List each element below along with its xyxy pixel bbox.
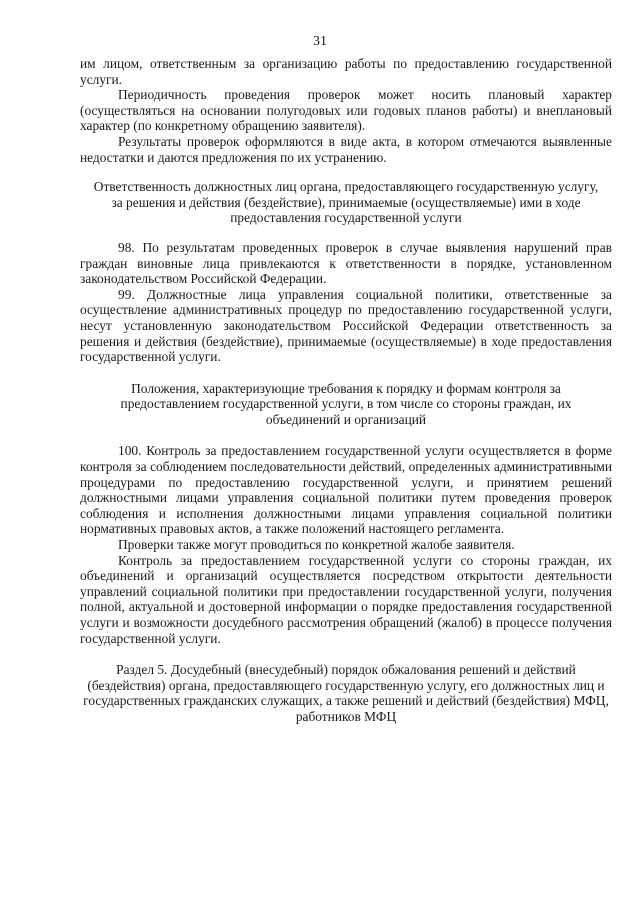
paragraph-complaint-inspections: Проверки также могут проводиться по конкретной жалобе заявителя.	[118, 537, 515, 553]
paragraph-98: 98. По результатам проведенных проверок в случае выявления нарушений прав граждан виновные лица привлекаются к ответственности в порядке, установленном законодательством Российской Федерации.	[80, 239, 612, 287]
paragraph-99: 99. Должностные лица управления социальной политики, ответственные за осуществление административных процедур по предоставлению государственной услуги, несут установленную законодательством Российской Федерации ответственность за решения и действия (бездействие), принимаемые (осуществляемые) в ходе предоставления государственной услуги.	[80, 286, 612, 365]
page-body	[80, 56, 612, 725]
section-heading-control-provisions: Положения, характеризующие требования к порядку и формам контроля за предоставлением государственной услуги, в том числе со стороны граждан, их объединений и организаций	[120, 380, 572, 427]
page-number: 31	[313, 34, 327, 49]
section-heading-responsibility: Ответственность должностных лиц органа, предоставляющего государственную услугу, за решения и действия (бездействие), принимаемые (осуществляемые) ими в ходе предоставления государственной услуги	[93, 179, 599, 226]
paragraph-100: 100. Контроль за предоставлением государственной услуги осуществляется в форме контроля за соблюдением последовательности действий, определенных административными процедурами по предоставлению государственной услуги, и принятием решений должностными лицами управления социальной политики путем проведения проверок соблюдения и исполнения должностными лицами управления социальной политики нормативных правовых актов, а также положений настоящего регламента.	[80, 443, 612, 537]
section-5-heading: Раздел 5. Досудебный (внесудебный) порядок обжалования решений и действий (бездействия) органа, предоставляющего государственную услугу, его должностных лиц и государственных гражданских служащих, а также решений и действий (бездействия) МФЦ, работников МФЦ	[83, 662, 609, 724]
paragraph-continuation: им лицом, ответственным за организацию работы по предоставлению государственной услуги.	[80, 56, 612, 87]
paragraph-inspection-frequency: Периодичность проведения проверок может носить плановый характер (осуществляться на основании полугодовых или годовых планов работы) и внеплановый характер (по конкретному обращению заявителя).	[80, 87, 612, 134]
paragraph-inspection-results: Результаты проверок оформляются в виде акта, в котором отмечаются выявленные недостатки и даются предложения по их устранению.	[80, 133, 612, 165]
paragraph-citizen-control: Контроль за предоставлением государственной услуги со стороны граждан, их объединений и организаций осуществляется посредством открытости деятельности управлений социальной политики при предоставлении государственной услуги, получения полной, актуальной и достоверной информации о порядке предоставления государственной услуги и возможности досудебного рассмотрения обращений (жалоб) в процессе получения государственной услуги.	[80, 552, 612, 646]
